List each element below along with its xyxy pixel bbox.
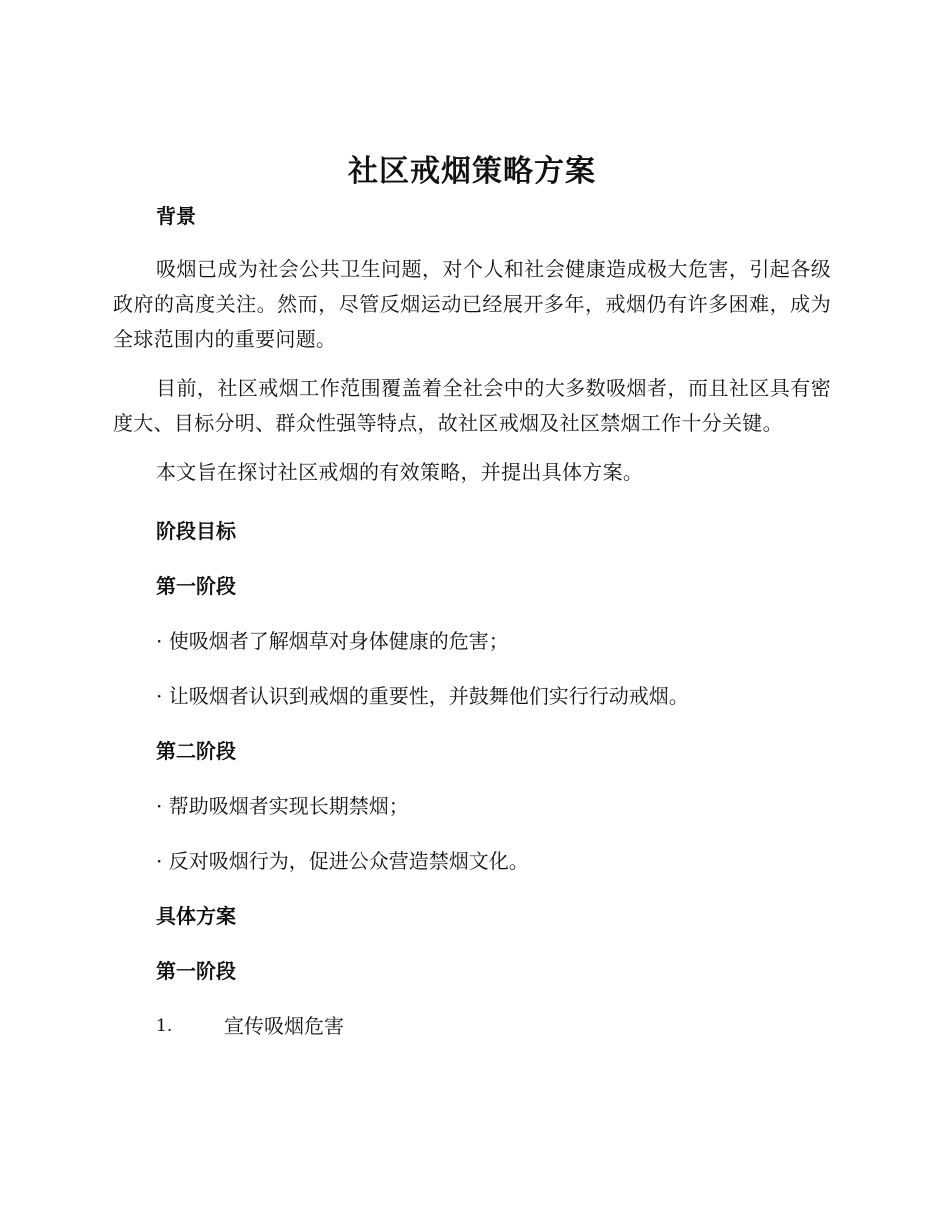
subheading-goals-stage-1: 第一阶段: [156, 574, 236, 598]
section-heading-plan: 具体方案: [156, 904, 236, 928]
subheading-plan-stage-1: 第一阶段: [156, 959, 236, 983]
list-item-goals-stage-1-1: · 使吸烟者了解烟草对身体健康的危害；: [156, 629, 509, 653]
section-heading-goals: 阶段目标: [156, 519, 236, 543]
list-item-goals-stage-1-2: · 让吸烟者认识到戒烟的重要性，并鼓舞他们实行行动戒烟。: [156, 684, 689, 708]
paragraph-background-1: 吸烟已成为社会公共卫生问题，对个人和社会健康造成极大危害，引起各级政府的高度关注。然而，尽管反烟运动已经展开多年，戒烟仍有许多困难，成为全球范围内的重要问题。: [113, 257, 831, 351]
numbered-item-text: 宣传吸烟危害: [224, 1014, 344, 1038]
list-number: 1.: [156, 1016, 173, 1036]
subheading-goals-stage-2: 第二阶段: [156, 739, 236, 763]
list-item-goals-stage-2-2: · 反对吸烟行为，促进公众营造禁烟文化。: [156, 849, 529, 873]
numbered-item-plan-1: [113, 1012, 831, 1040]
document-title: 社区戒烟策略方案: [348, 154, 596, 189]
document-content: [113, 150, 831, 1040]
paragraph-background-2: 目前，社区戒烟工作范围覆盖着全社会中的大多数吸烟者，而且社区具有密度大、目标分明、群众性强等特点，故社区戒烟及社区禁烟工作十分关键。: [113, 376, 831, 435]
list-item-goals-stage-2-1: · 帮助吸烟者实现长期禁烟；: [156, 794, 409, 818]
paragraph-background-3: 本文旨在探讨社区戒烟的有效策略，并提出具体方案。: [156, 460, 644, 484]
section-heading-background: 背景: [156, 204, 196, 228]
